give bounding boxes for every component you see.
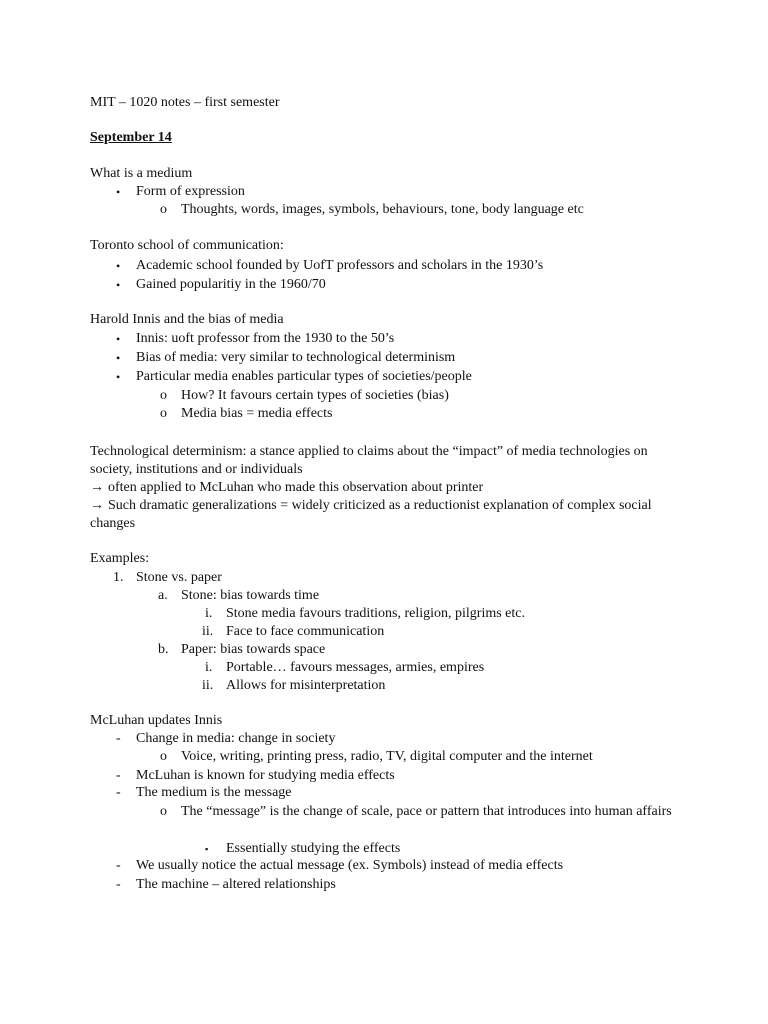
example-item-1b: Paper: bias towards space [181,642,326,657]
examples-heading: Examples: [90,551,150,566]
mcluhan-sub-sub-item-1: Essentially studying the effects [226,841,401,856]
medium-sub-bullet-1: Thoughts, words, images, symbols, behaviours, tone, body language etc [181,202,584,217]
techdet-arrow-line-2 [90,497,680,533]
innis-sub-bullet-2: Media bias = media effects [181,406,333,421]
example-item-1a-ii: Face to face communication [226,624,385,639]
mcluhan-sub-item-1: Voice, writing, printing press, radio, TV, digital computer and the internet [181,749,593,764]
bullet-marker: • [116,278,121,292]
bullet-marker: • [116,332,121,346]
mcluhan-item-2: McLuhan is known for studying media effects [136,768,395,783]
mcluhan-item-5: The machine – altered relationships [136,877,336,892]
bullet-marker: • [116,259,121,273]
arrow-icon: → [90,498,104,513]
toronto-heading: Toronto school of communication: [90,238,284,253]
innis-bullet-2: Bias of media: very similar to technological determinism [136,350,456,365]
example-item-1b-ii: Allows for misinterpretation [226,678,386,693]
innis-bullet-3: Particular media enables particular types of societies/people [136,369,472,384]
letter-marker: b. [158,642,169,657]
example-item-1a: Stone: bias towards time [181,588,320,603]
bullet-marker: • [116,185,121,199]
mcluhan-item-3: The medium is the message [136,785,292,800]
medium-heading: What is a medium [90,166,193,181]
medium-bullet-1: Form of expression [136,184,245,199]
bullet-marker: • [116,351,121,365]
mcluhan-heading: McLuhan updates Innis [90,713,223,728]
techdet-arrow-line-1 [90,479,483,497]
circle-marker: o [160,202,167,217]
roman-marker: i. [205,606,213,621]
mcluhan-item-1: Change in media: change in society [136,731,336,746]
bullet-marker: • [116,370,121,384]
circle-marker: o [160,804,167,819]
dash-marker: - [116,768,121,783]
document-title: MIT – 1020 notes – first semester [90,95,280,110]
circle-marker: o [160,749,167,764]
arrow-icon: → [90,480,104,495]
toronto-bullet-2: Gained popularitiy in the 1960/70 [136,277,326,292]
techdet-arrow-text-2: Such dramatic generalizations = widely criticized as a reductionist explanation of complex social changes [90,498,652,531]
techdet-arrow-text-1: often applied to McLuhan who made this observation about printer [108,480,484,495]
square-marker: ▪ [205,844,209,854]
example-item-1b-i: Portable… favours messages, armies, empires [226,660,485,675]
dash-marker: - [116,785,121,800]
toronto-bullet-1: Academic school founded by UofT professors and scholars in the 1930’s [136,258,544,273]
dash-marker: - [116,731,121,746]
roman-marker: i. [205,660,213,675]
dash-marker: - [116,858,121,873]
circle-marker: o [160,388,167,403]
roman-marker: ii. [202,624,214,639]
mcluhan-item-4: We usually notice the actual message (ex. Symbols) instead of media effects [136,858,564,873]
innis-heading: Harold Innis and the bias of media [90,312,284,327]
techdet-paragraph: Technological determinism: a stance applied to claims about the “impact” of media technologies on society, institutions and or individuals [90,444,648,477]
roman-marker: ii. [202,678,214,693]
letter-marker: a. [158,588,168,603]
innis-bullet-1: Innis: uoft professor from the 1930 to the 50’s [136,331,395,346]
number-marker: 1. [113,570,124,585]
mcluhan-sub-item-2: The “message” is the change of scale, pace or pattern that introduces into human affairs [181,804,672,819]
circle-marker: o [160,406,167,421]
example-item-1: Stone vs. paper [136,570,222,585]
dash-marker: - [116,877,121,892]
date-heading: September 14 [90,130,172,145]
example-item-1a-i: Stone media favours traditions, religion, pilgrims etc. [226,606,525,621]
innis-sub-bullet-1: How? It favours certain types of societies (bias) [181,388,449,403]
